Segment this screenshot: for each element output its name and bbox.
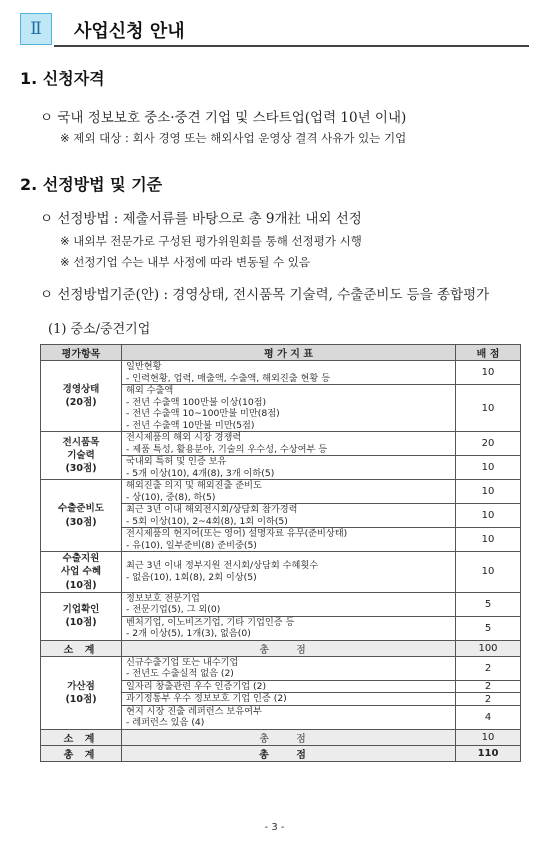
total-mid-label: 총 점 — [122, 745, 456, 761]
category-label: 가산점 — [67, 680, 95, 692]
heading-selection: 2. 선정방법 및 기준 — [20, 175, 163, 194]
section-title: 사업신청 안내 — [74, 21, 185, 42]
item-cell — [122, 456, 456, 480]
item-cell — [122, 705, 456, 729]
table-header-row — [41, 345, 521, 361]
total-score: 10 — [456, 729, 521, 745]
total-label: 소 계 — [41, 729, 122, 745]
score-cell: 2 — [456, 656, 521, 680]
item-line: 최근 3년 이내 해외전시회/상담회 참가경력 — [126, 504, 298, 515]
score-cell: 10 — [456, 480, 521, 504]
category-label: 수출준비도 — [58, 503, 104, 515]
table-row — [41, 432, 521, 456]
item-line: - 전문기업(5), 그 외(0) — [126, 604, 221, 616]
selection-note-1: ※ 내외부 전문가로 구성된 평가위원회를 통해 선정평가 시행 — [60, 234, 362, 248]
header-item: 평 가 지 표 — [122, 345, 456, 361]
total-score: 110 — [456, 745, 521, 761]
item-cell — [122, 680, 456, 693]
score-cell: 10 — [456, 528, 521, 552]
item-line: 일자리 창출관련 우수 인증기업 (2) — [126, 680, 267, 692]
score-cell: 5 — [456, 592, 521, 616]
category-cell — [41, 656, 122, 729]
item-cell — [122, 480, 456, 504]
item-line: - 5회 이상(10), 2~4회(8), 1회 이하(5) — [126, 515, 288, 527]
header-category: 평가항목 — [41, 345, 122, 361]
item-line: 신규수출기업 또는 내수기업 — [126, 656, 239, 668]
item-line: - 전년 수출액 100만불 이상(10점) — [126, 396, 267, 408]
item-line: - 2개 이상(5), 1개(3), 없음(0) — [126, 628, 251, 640]
category-label: (10점) — [65, 693, 97, 705]
category-cell — [41, 432, 122, 480]
category-cell — [41, 592, 122, 640]
table-row — [41, 592, 521, 616]
item-cell — [122, 693, 456, 706]
selection-method-bullet: ㅇ 선정방법 : 제출서류를 바탕으로 총 9개社 내외 선정 — [40, 211, 362, 227]
eligibility-bullet: ㅇ 국내 정보보호 중소·중견 기업 및 스타트업(업력 10년 이내) — [40, 110, 407, 126]
score-cell: 4 — [456, 705, 521, 729]
category-label: 기업확인 — [62, 604, 100, 616]
item-line: - 인력현황, 업력, 매출액, 수출액, 해외진출 현황 등 — [126, 372, 331, 384]
item-line: 현지 시장 진출 레퍼런스 보유여부 — [126, 705, 262, 717]
item-cell — [122, 656, 456, 680]
category-label: (10점) — [65, 617, 97, 629]
header-underline — [54, 45, 529, 47]
grand-total-row — [41, 745, 521, 761]
category-label: 전시품목 — [62, 436, 100, 448]
category-label: 사업 수혜 — [60, 566, 101, 578]
item-line: - 없음(10), 1회(8), 2회 이상(5) — [126, 571, 257, 583]
item-line: - 제품 특성, 활용분야, 기술의 우수성, 수상여부 등 — [126, 443, 328, 455]
item-line: 과기정통부 우수 정보보호 기업 인증 (2) — [126, 693, 287, 705]
table-row — [41, 361, 521, 385]
item-line: 해외진출 의지 및 해외진출 준비도 — [126, 480, 262, 491]
item-line: - 레퍼런스 있음 (4) — [126, 717, 205, 729]
subtotal-row — [41, 640, 521, 656]
score-cell: 20 — [456, 432, 521, 456]
category-label: (30점) — [65, 463, 97, 475]
item-line: 정보보호 전문기업 — [126, 592, 200, 604]
total-label: 소 계 — [41, 640, 122, 656]
total-mid-label: 총 점 — [122, 729, 456, 745]
category-label: (10점) — [65, 579, 97, 591]
item-line: - 전년 수출액 10만불 미만(5점) — [126, 419, 255, 431]
item-line: 국내외 특허 및 인증 보유 — [126, 456, 227, 467]
evaluation-table — [40, 344, 521, 762]
item-line: - 유(10), 일부준비(8) 준비중(5) — [126, 539, 257, 551]
score-cell: 10 — [456, 504, 521, 528]
category-label: 기술력 — [67, 449, 95, 461]
item-line: - 상(10), 중(8), 하(5) — [126, 491, 216, 503]
page-number: - 3 - — [264, 822, 285, 833]
score-cell: 2 — [456, 680, 521, 693]
selection-note-2: ※ 선정기업 수는 내부 사정에 따라 변동될 수 있음 — [60, 255, 310, 269]
total-label: 총 계 — [41, 745, 122, 761]
section-header — [20, 13, 529, 47]
table-row — [41, 552, 521, 593]
item-line: 일반현황 — [126, 361, 162, 372]
selection-criteria-bullet: ㅇ 선정방법기준(안) : 경영상태, 전시품목 기술력, 수출준비도 등을 종합평가 — [40, 287, 490, 303]
item-cell — [122, 385, 456, 432]
category-label: (30점) — [65, 516, 97, 528]
total-score: 100 — [456, 640, 521, 656]
table-subtitle: (1) 중소/중견기업 — [48, 322, 151, 337]
score-cell: 5 — [456, 616, 521, 640]
category-label: 경영상태 — [62, 383, 100, 395]
category-cell — [41, 480, 122, 552]
item-cell — [122, 616, 456, 640]
item-cell — [122, 432, 456, 456]
item-line: 해외 수출액 — [126, 385, 174, 396]
table-row — [41, 480, 521, 504]
header-score: 배 점 — [456, 345, 521, 361]
item-line: - 5개 이상(10), 4개(8), 3개 이하(5) — [126, 467, 275, 479]
item-line: 전시제품의 현지어(또는 영어) 설명자료 유무(준비상태) — [126, 528, 348, 539]
category-label: 수출지원 — [62, 553, 100, 564]
category-cell — [41, 361, 122, 432]
item-cell — [122, 504, 456, 528]
table-row — [41, 656, 521, 680]
category-cell — [41, 552, 122, 593]
item-cell — [122, 361, 456, 385]
total-mid-label: 총 점 — [122, 640, 456, 656]
bonus-subtotal-row — [41, 729, 521, 745]
score-cell: 10 — [456, 456, 521, 480]
category-label: (20점) — [65, 397, 97, 408]
heading-eligibility: 1. 신청자격 — [20, 69, 105, 88]
item-cell — [122, 552, 456, 593]
score-cell: 10 — [456, 385, 521, 432]
eligibility-note: ※ 제외 대상 : 회사 경영 또는 해외사업 운영상 결격 사유가 있는 기업 — [60, 131, 407, 145]
item-cell — [122, 528, 456, 552]
item-line: - 전년 수출액 10~100만불 미만(8점) — [126, 408, 280, 419]
item-line: - 전년도 수출실적 없음 (2) — [126, 668, 234, 680]
score-cell: 2 — [456, 693, 521, 706]
score-cell: 10 — [456, 552, 521, 593]
item-line: 전시제품의 해외 시장 경쟁력 — [126, 432, 242, 443]
section-number-badge: Ⅱ — [20, 13, 52, 45]
score-cell: 10 — [456, 361, 521, 385]
item-line: 최근 3년 이내 정부지원 전시회/상담회 수혜횟수 — [126, 560, 319, 572]
item-cell — [122, 592, 456, 616]
item-line: 벤처기업, 이노비즈기업, 기타 기업인증 등 — [126, 616, 295, 628]
